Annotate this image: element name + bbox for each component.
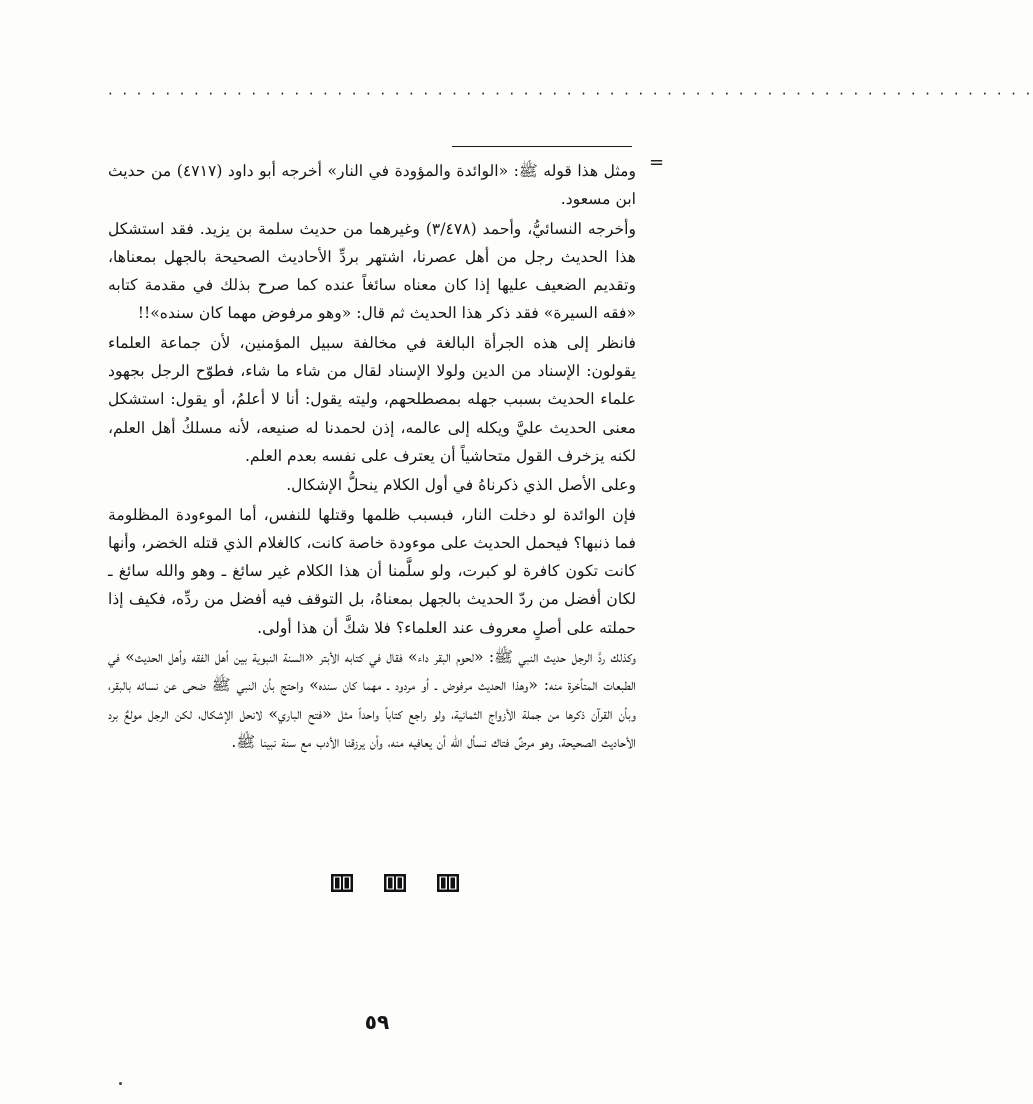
- paragraph: وكذلك ردَّ الرجل حديث النبي ﷺ: «لحوم البقر داء» فقال في كتابه الأبتر «السنة النبوية بين أهل الفقه وأهل الحديث» في الطبعات المتأخرة منه: «وهذا الحديث مرفوض ـ أو مردود ـ مهما كان سنده» واحتج بأن النبي ﷺ ضحى عن نسائه بالبقر، وبأن القرآن ذكرها من جملة الأزواج الثمانية، ولو راجع كتاباً واحداً مثل «فتح الباري» لانحل الإشكال، لكن الرجل مولعٌ برد الأحاديث الصحيحة، وهو مرضٌ فتاك نسأل الله أن يعافيه منه، وأن يرزقنا الأدب مع سنة نبينا ﷺ.: [108, 648, 636, 751]
- scan-speck: [119, 1082, 122, 1085]
- open-book-icon: [330, 872, 354, 894]
- paragraph: فإن الوائدة لو دخلت النار، فبسبب ظلمها وقتلها للنفس، أما الموءودة المظلومة فما ذنبها؟ فيحمل الحديث على موءودة خاصة كانت، كالغلام الذي قتله الخضر، وأنها كانت تكون كافرة لو كبرت، ولو سلَّمنا أن هذا الكلام غير سائغ ـ وهو والله سائغ ـ لكان أفضل من ردّ الحديث بالجهل بمعناهُ، بل التوقف فيه أفضل من ردِّه، فكيف إذا حملته على أصلٍ معروف عند العلماء؟ فلا شكَّ أن هذا أولى.: [108, 505, 636, 637]
- section-end-ornament: [330, 872, 460, 896]
- paragraph: ومثل هذا قوله ﷺ: «الوائدة والمؤودة في النار» أخرجه أبو داود (٤٧١٧) من حديث ابن مسعود.: [108, 162, 636, 209]
- paragraph: وعلى الأصل الذي ذكرناهُ في أول الكلام ينحلُّ الإشكال.: [286, 476, 636, 495]
- paragraph: فانظر إلى هذه الجرأة البالغة في مخالفة سبيل المؤمنين، لأن جماعة العلماء يقولون: الإسناد من الدين ولولا الإسناد لقال من شاء ما شاء، فطوّح الرجل بجهود علماء الحديث بسبب جهله بمصطلحهم، وليته يقول: أنا لا أعلمُ، أو يقول: استشكل معنى الحديث عليَّ ويكله إلى عالمه، إذن لحمدنا له صنيعه، لأنه مسلكُ أهل العلم، لكنه يزخرف القول متحاشياً أن يعترف على نفسه بعدم العلم.: [108, 333, 636, 465]
- open-book-icon: [383, 872, 407, 894]
- page-number: ٥٩: [364, 1010, 390, 1034]
- paragraph: وأخرجه النسائيُّ، وأحمد (٣/٤٧٨) وغيرهما من حديث سلمة بن يزيد. فقد استشكل هذا الحديث رجل من أهل عصرنا، اشتهر بردِّ الأحاديث الصحيحة بالجهل بمعناها، وتقديم الضعيف عليها إذا كان معناه سائغاً عنده كما صرح بذلك في مقدمة كتابه «فقه السيرة» فقد ذكر هذا الحديث ثم قال: «وهو مرفوض مهما كان سنده»!!: [108, 219, 636, 323]
- open-book-icon: [436, 872, 460, 894]
- header-dotted-line: · · · · · · · · · · · · · · · · · · · · · · · · · · · · · · · · · · · · · · · · · · · · · · · · · · · · · · · · · · · · · · · · ·: [108, 85, 1033, 103]
- footnote-continuation-marker: =: [649, 152, 665, 173]
- footnote-separator-rule: [452, 146, 632, 147]
- page-body-text: [108, 157, 636, 756]
